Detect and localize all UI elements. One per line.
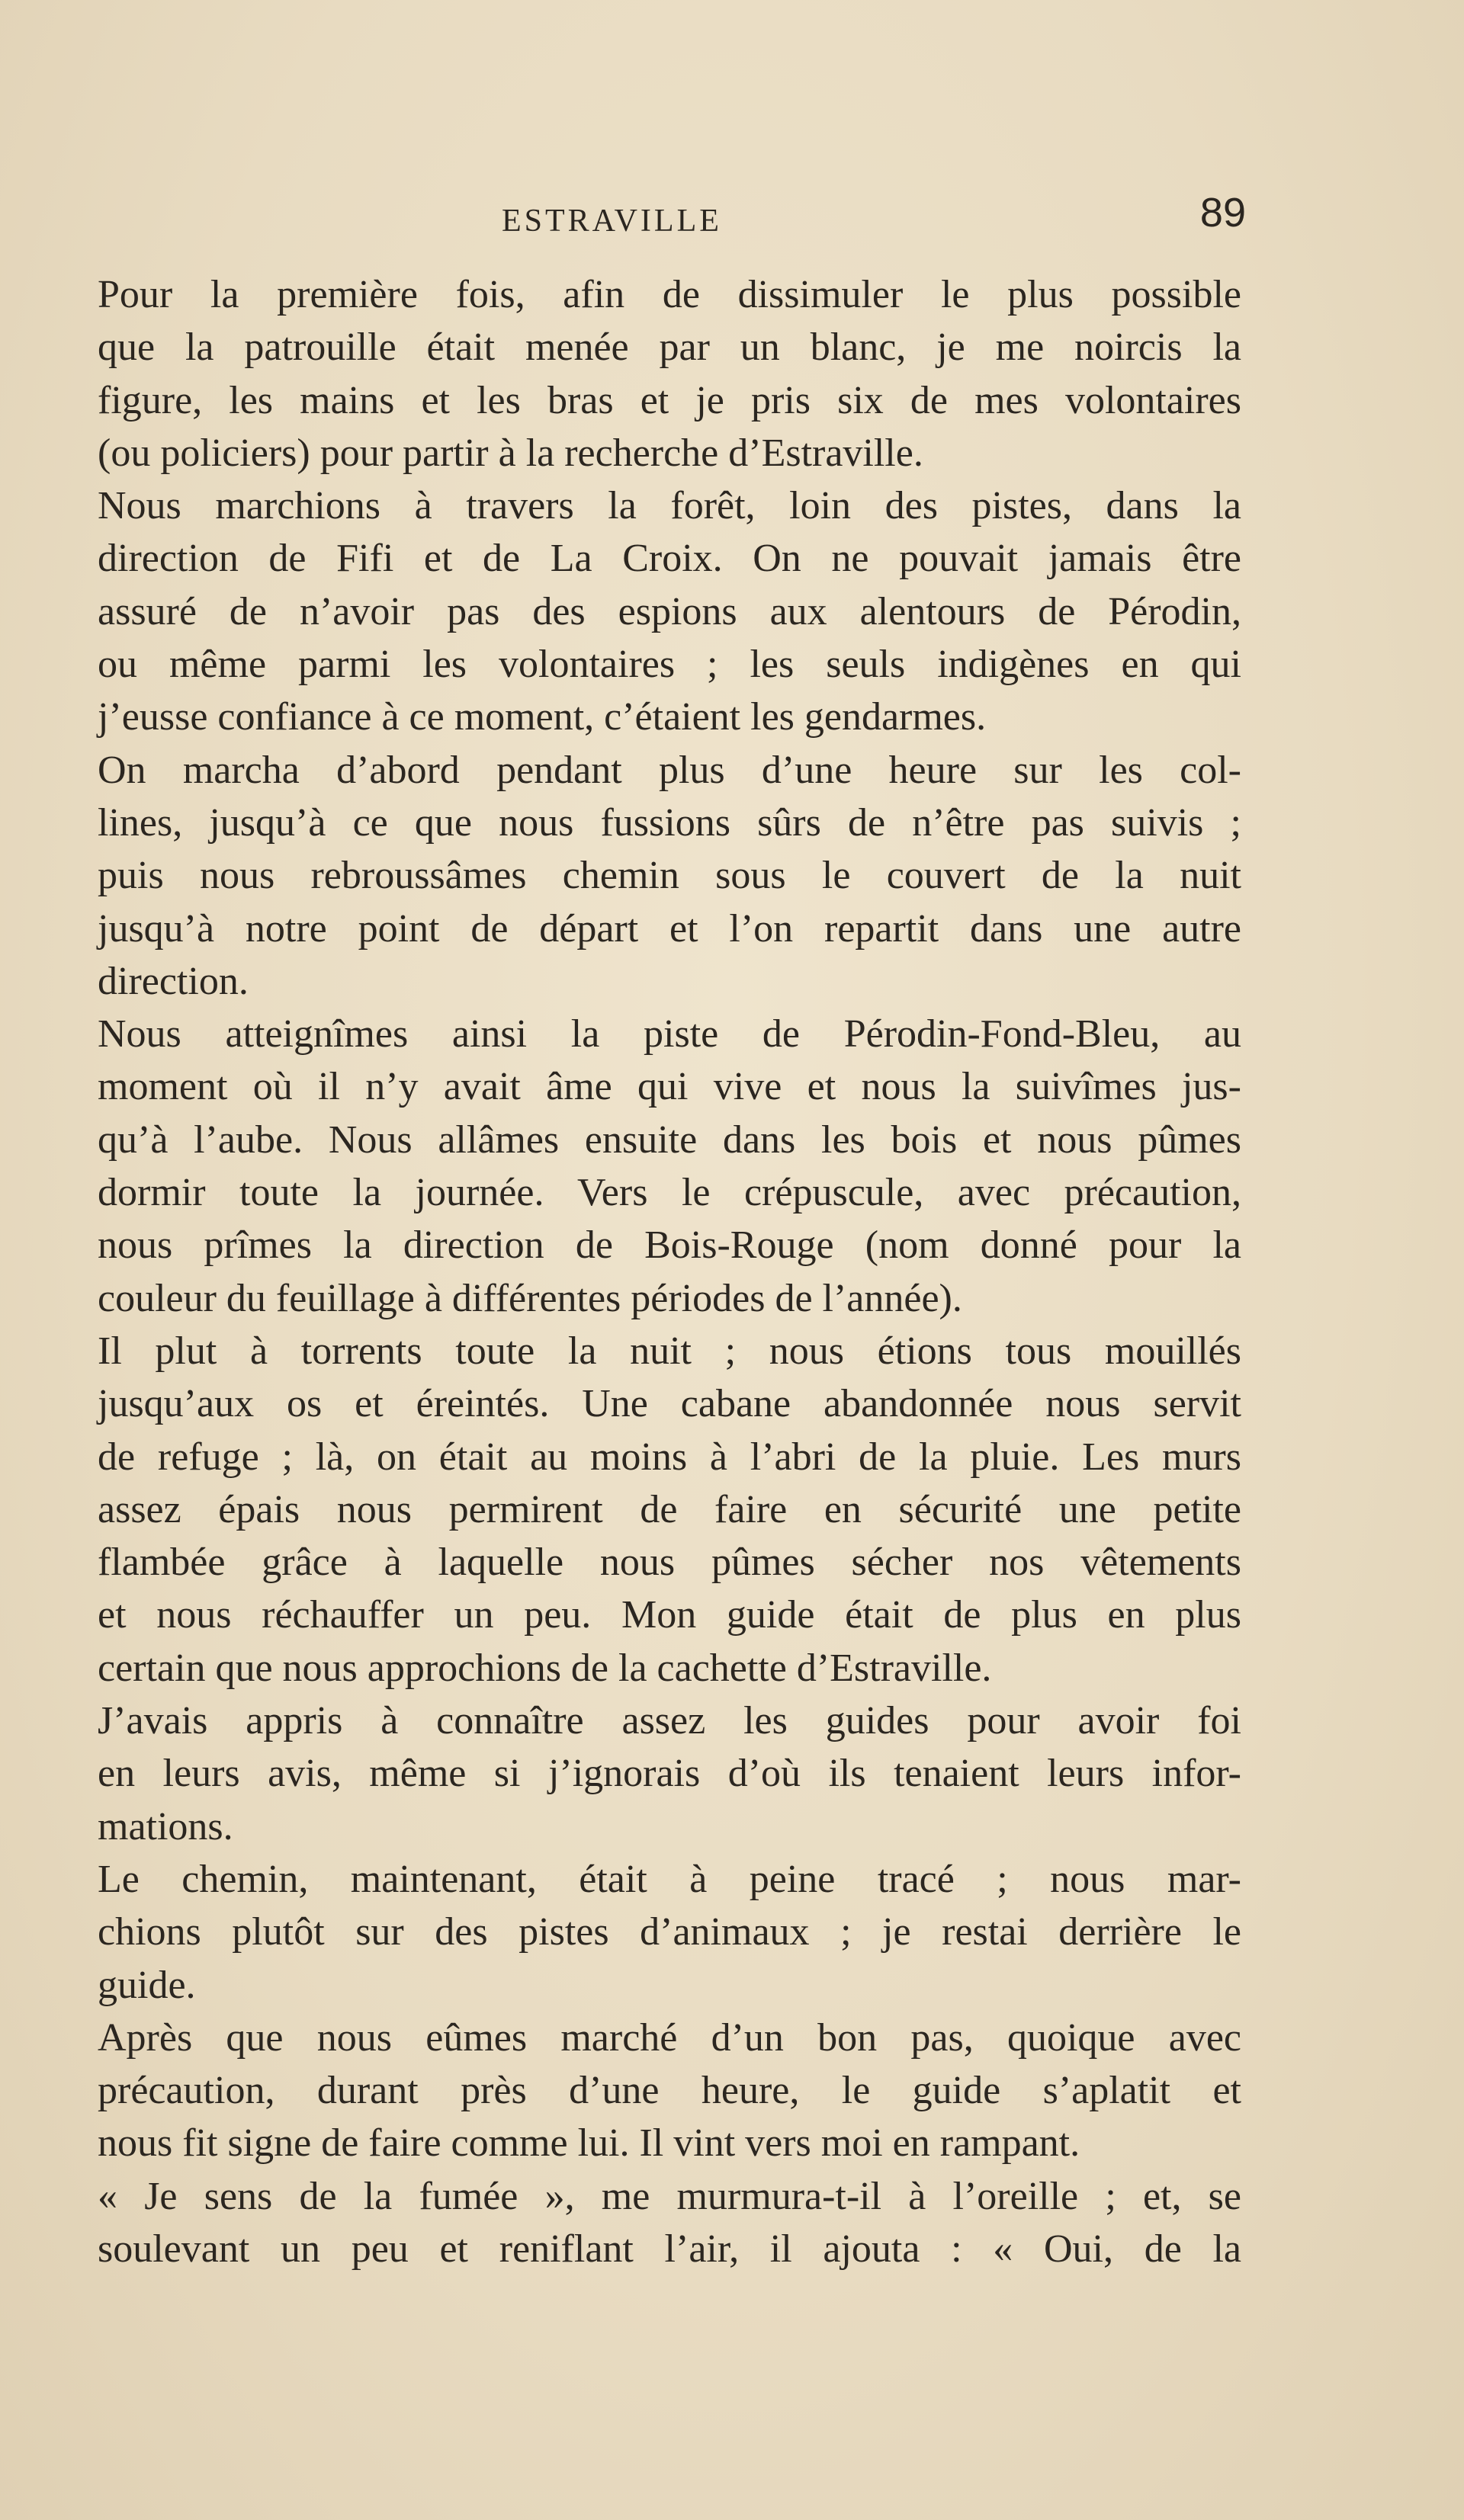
text-line: Pour la première fois, afin de dissimuler le plus possible	[98, 273, 1241, 316]
body-text	[98, 268, 1241, 2275]
text-line: dormir toute la journée. Vers le crépuscule, avec précaution,	[98, 1171, 1241, 1215]
text-line: que la patrouille était menée par un blanc, je me noircis la	[98, 325, 1241, 370]
text-line: guide.	[98, 1963, 196, 2007]
text-line: « Je sens de la fumée », me murmura-t-il à l’oreille ; et, se	[98, 2174, 1241, 2218]
text-line: qu’à l’aube. Nous allâmes ensuite dans les bois et nous pûmes	[98, 1117, 1241, 1162]
text-line: puis nous rebroussâmes chemin sous le couvert de la nuit	[98, 854, 1241, 898]
text-line: et nous réchauffer un peu. Mon guide était de plus en plus	[98, 1593, 1241, 1637]
text-line: Le chemin, maintenant, était à peine tracé ; nous mar-	[98, 1857, 1241, 1901]
text-line: nous prîmes la direction de Bois-Rouge (nom donné pour la	[98, 1223, 1241, 1268]
text-line: direction de Fifi et de La Croix. On ne pouvait jamais être	[98, 537, 1241, 581]
text-line: Nous marchions à travers la forêt, loin des pistes, dans la	[98, 484, 1241, 528]
text-line: chions plutôt sur des pistes d’animaux ; je restai derrière le	[98, 1910, 1241, 1954]
text-line: en leurs avis, même si j’ignorais d’où ils tenaient leurs infor-	[98, 1752, 1241, 1796]
text-line: nous fit signe de faire comme lui. Il vint vers moi en rampant.	[98, 2121, 1080, 2166]
text-line: jusqu’aux os et éreintés. Une cabane abandonnée nous servit	[98, 1382, 1241, 1426]
running-title: ESTRAVILLE	[502, 204, 722, 239]
text-line: J’avais appris à connaître assez les guides pour avoir foi	[98, 1699, 1241, 1743]
text-line: précaution, durant près d’une heure, le guide s’aplatit et	[98, 2069, 1241, 2113]
text-line: figure, les mains et les bras et je pris six de mes volontaires	[98, 378, 1241, 422]
text-line: mations.	[98, 1804, 233, 1848]
text-line: Il plut à torrents toute la nuit ; nous étions tous mouillés	[98, 1329, 1241, 1373]
text-line: moment où il n’y avait âme qui vive et nous la suivîmes jus-	[98, 1065, 1241, 1109]
page-header	[98, 189, 1246, 250]
text-line: certain que nous approchions de la cachette d’Estraville.	[98, 1646, 992, 1690]
text-line: Nous atteignîmes ainsi la piste de Pérodin-Fond-Bleu, au	[98, 1012, 1241, 1056]
text-line: Après que nous eûmes marché d’un bon pas, quoique avec	[98, 2015, 1241, 2060]
text-line: (ou policiers) pour partir à la recherche d’Estraville.	[98, 431, 923, 475]
text-line: couleur du feuillage à différentes périodes de l’année).	[98, 1276, 962, 1320]
text-line: ou même parmi les volontaires ; les seuls indigènes en qui	[98, 643, 1241, 687]
text-line: lines, jusqu’à ce que nous fussions sûrs de n’être pas suivis ;	[98, 800, 1241, 845]
text-line: On marcha d’abord pendant plus d’une heure sur les col-	[98, 748, 1241, 792]
text-line: flambée grâce à laquelle nous pûmes sécher nos vêtements	[98, 1541, 1241, 1585]
text-line: direction.	[98, 959, 249, 1003]
text-line: jusqu’à notre point de départ et l’on repartit dans une autre	[98, 906, 1241, 951]
page-number: 89	[1199, 190, 1246, 236]
text-line: assuré de n’avoir pas des espions aux alentours de Pérodin,	[98, 589, 1241, 633]
text-line: assez épais nous permirent de faire en sécurité une petite	[98, 1487, 1241, 1531]
text-line: soulevant un peu et reniflant l’air, il ajouta : « Oui, de la	[98, 2227, 1241, 2271]
text-line: de refuge ; là, on était au moins à l’abri de la pluie. Les murs	[98, 1435, 1241, 1479]
text-line: j’eusse confiance à ce moment, c’étaient les gendarmes.	[98, 695, 987, 739]
